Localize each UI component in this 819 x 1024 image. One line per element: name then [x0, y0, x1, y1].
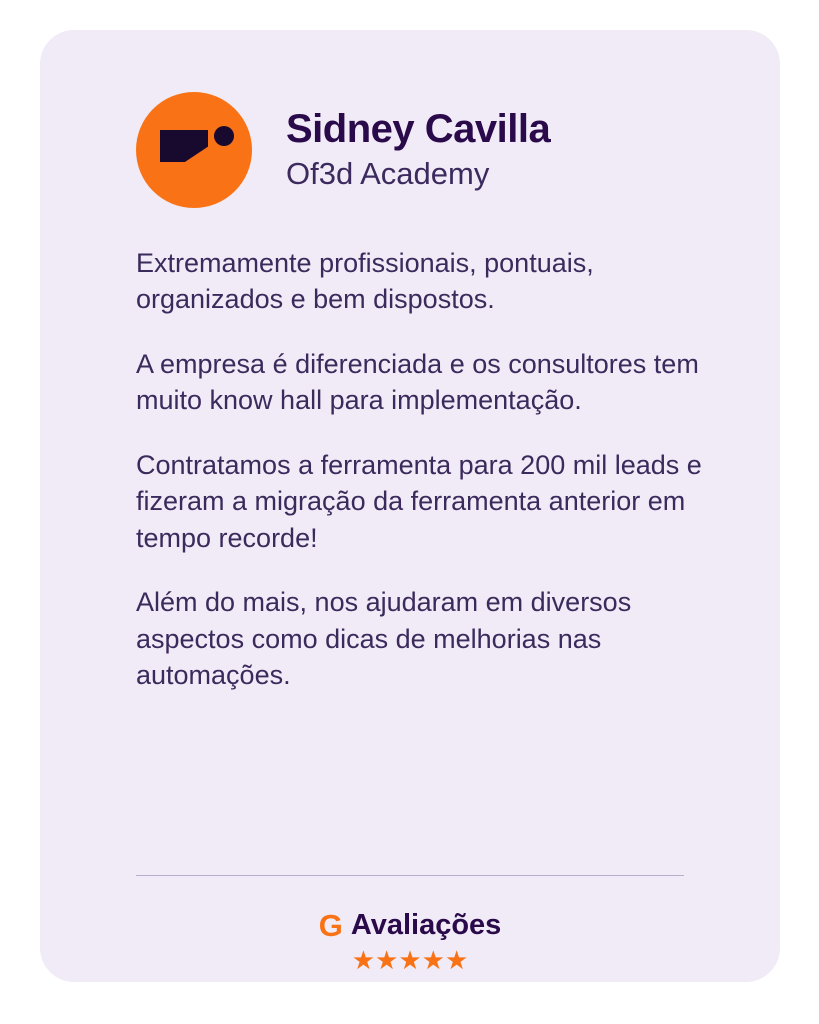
testimonial-paragraph: Contratamos a ferramenta para 200 mil leads e fizeram a migração da ferramenta anterior em tempo recorde!	[136, 449, 702, 553]
profile-text	[286, 107, 550, 192]
rating-footer	[40, 910, 780, 973]
avatar-flag-shape	[160, 130, 208, 162]
profile-header	[136, 92, 550, 208]
star-rating: ★★★★★	[351, 945, 469, 975]
testimonial-paragraph: Extremamente profissionais, pontuais, organizados e bem dispostos.	[136, 248, 594, 315]
google-reviews-brand	[319, 910, 502, 941]
google-g-icon: G	[318, 908, 343, 943]
footer-divider	[136, 875, 684, 876]
testimonial-paragraph: A empresa é diferenciada e os consultores tem muito know hall para implementação.	[136, 348, 699, 416]
profile-company: Of3d Academy	[286, 156, 490, 192]
flag-avatar-icon	[136, 92, 252, 208]
testimonial-card	[40, 30, 780, 982]
avatar-dot-shape	[214, 126, 234, 146]
testimonial-body	[136, 245, 716, 693]
reviews-label: Avaliações	[350, 909, 502, 941]
profile-name: Sidney Cavilla	[286, 107, 551, 152]
testimonial-paragraph: Além do mais, nos ajudaram em diversos aspectos como dicas de melhorias nas automações.	[136, 587, 632, 690]
